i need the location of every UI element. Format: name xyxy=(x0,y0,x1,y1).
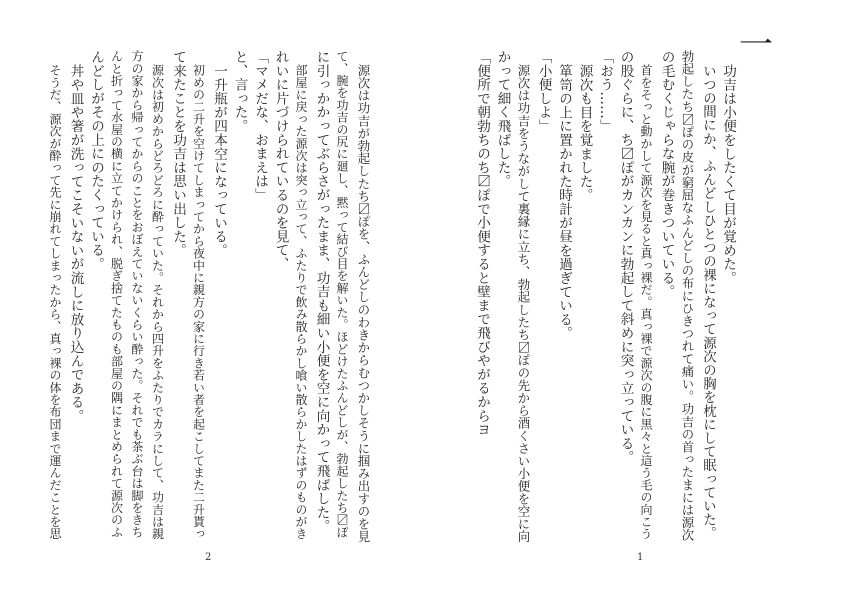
left-page-line: んと折って水屋の横に立てかけられ、脱ぎ捨てたものも部屋の隅にまとめられて源次のふ xyxy=(109,50,124,538)
right-page-line: 「おう……」 xyxy=(597,50,613,133)
left-page-line: 源次は功吉が勃起したち〼ぽを、ふんどしのわきからむつかしそうに掴み出すのを見 xyxy=(356,64,371,543)
right-page-line: の股ぐらに、ち〼ぽがカンカンに勃起して斜めに突っ立っている。 xyxy=(617,50,634,464)
right-page-line: いつの間にか、ふんどしひとつの裸になって源次の胸を枕にして眠っていた。 xyxy=(700,64,716,540)
right-page-line: の毛むくじゃらな腕が巻きついている。 xyxy=(658,50,675,299)
right-page-line: 箪笥の上に置かれた時計が昼を過ぎている。 xyxy=(556,64,572,340)
left-page-line: 丼や皿や箸が洗ってこそいないが流しに放り込んである。 xyxy=(67,64,84,423)
right-page-line: 源次は功吉をうながして裏縁に立ち、勃起したち〼ぽの先から酒くさい小便を空に向 xyxy=(516,64,531,543)
right-page xyxy=(425,0,850,600)
right-page-line: 勃起したち〼ぽの皮が窮屈なふんどしの布にひきつれて痛い。功吉の首ったまには源次 xyxy=(680,50,695,542)
left-page-line: に引っかかってぶらさがったまま、功吉も細い小便を空に向かって飛ばした。 xyxy=(313,50,330,533)
left-page-line: 部屋に戻った源次は突っ立って、ふたりで飲み散らかし喰い散らかしたはずのものがき xyxy=(294,64,308,540)
page-number-1: 1 xyxy=(637,552,644,563)
right-page-line: 「小便しよ」 xyxy=(535,50,552,133)
right-page-line: 源次も目を覚ました。 xyxy=(576,64,593,202)
left-page-line: て来たことを功吉は思い出した。 xyxy=(170,50,186,257)
left-page-line: と、言った。 xyxy=(231,50,248,133)
left-page-line: 源次は初めからどろどろに酔っていた。それから四升をふたりでカラにして、功吉は親 xyxy=(150,64,165,540)
left-page-line: そうだ、源次が酔って先に崩れてしまったから、真っ裸の体を布団まで運んだことを思 xyxy=(48,64,62,540)
left-page-line: て、腕を功吉の尻に廻し、黙って結び目を解いた。ほどけたふんどしが、勃起したち〼ぽ xyxy=(335,50,349,538)
right-page-line: 「便所で朝勃ちのち〼ぽで小便すると壁まで飛びやがるからヨ xyxy=(474,50,490,437)
right-page-line: 首をそっと動かして源次を見ると真っ裸だ。真っ裸で源次の腹に黒々と這う毛の向こう xyxy=(639,64,653,540)
left-page-line: んどしがその上にのたくっている。 xyxy=(88,50,104,271)
left-page-line: 一升瓶が四本空になっている。 xyxy=(211,64,227,258)
right-page-line: 功吉は小便をしたくて目が覚めた。 xyxy=(720,64,736,285)
left-page-line: 初めの二升を空けてしまってから夜中に親方の家に行き若い者を起こしてまた二升貰っ xyxy=(191,64,206,540)
chapter-mark: 一 xyxy=(739,25,773,65)
left-page-line: 「マメだな、おまえは」 xyxy=(252,50,268,202)
left-page-line: 方の家から帰ってからのことをおぼえていないくらい酔った。それでも茶ぶ台は脚をきち xyxy=(130,50,144,538)
right-page-line: かって細く飛ばした。 xyxy=(494,50,511,188)
left-page-line: れいに片づけられているのを見て、 xyxy=(272,50,289,271)
page-number-2: 2 xyxy=(205,552,212,563)
